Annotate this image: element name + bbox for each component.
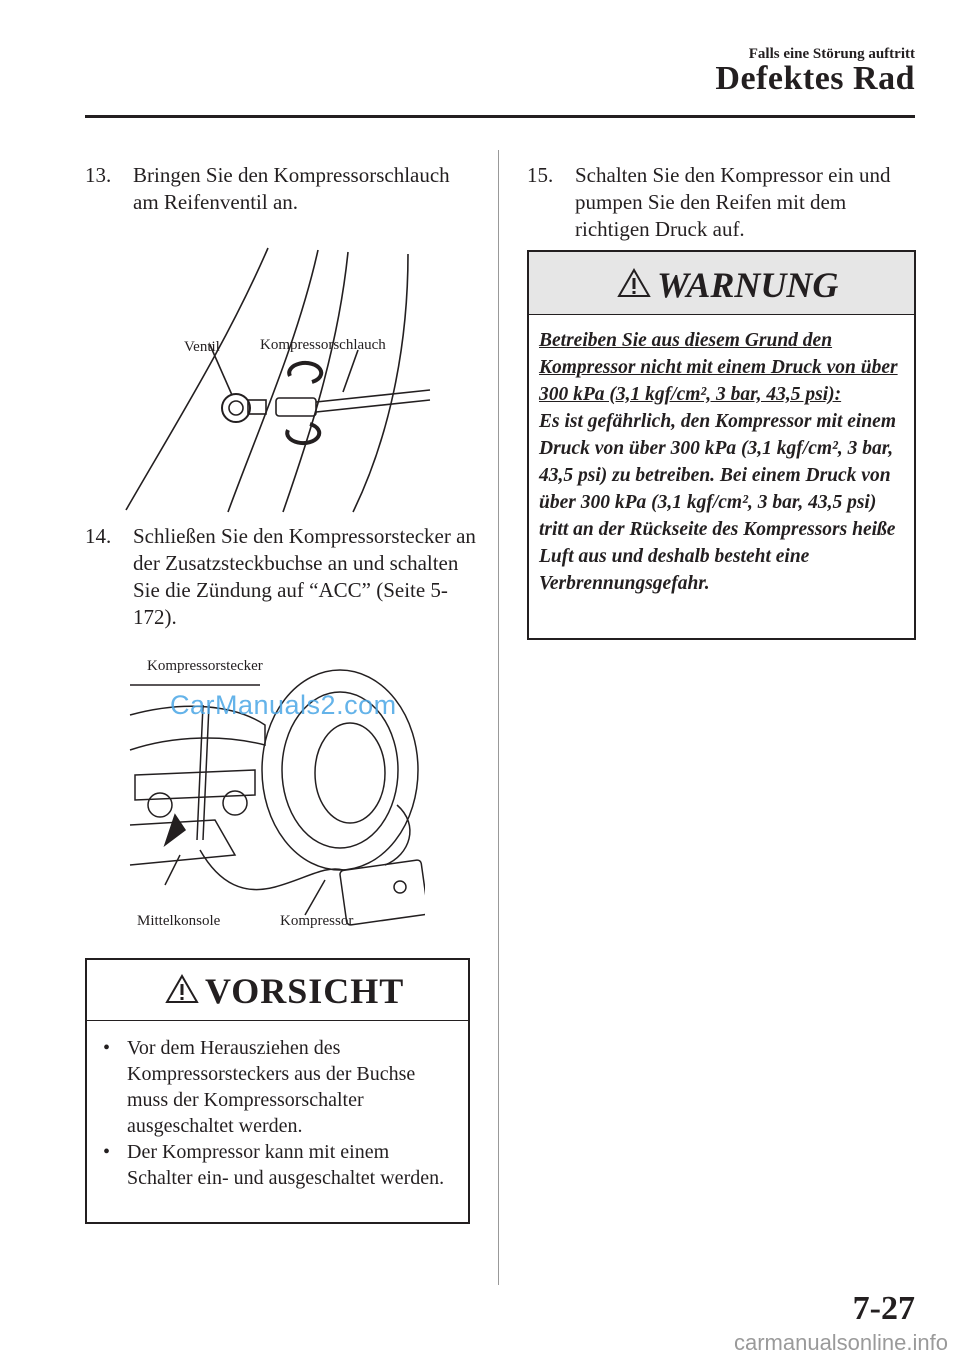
list-item: • Der Kompressor kann mit einem Schalter ein- und ausgeschaltet werden. <box>103 1141 445 1189</box>
step-text: Bringen Sie den Kompressorschlauch am Reifenventil an. <box>133 163 450 214</box>
label-compressor-plug: Kompressorstecker <box>147 658 263 674</box>
list-item: • Vor dem Herausziehen des Kompressorsteckers aus der Buchse muss der Kompressorschalter ausgeschaltet werden. <box>103 1037 416 1137</box>
caution-list <box>87 1021 468 1191</box>
warning-triangle-icon <box>617 268 651 298</box>
watermark: CarManuals2.com <box>170 690 397 720</box>
warning-text: Es ist gefährlich, den Kompressor mit einem Druck von über 300 kPa (3,1 kgf/cm², 3 bar, 43,5 psi) zu betreiben. Bei einem Druck von über 300 kPa (3,1 kgf/cm², 3 bar, 43,5 psi) tritt an der Rückseite des Kompressors heiße Luft aus und deshalb besteht eine Verbrennungsgefahr. <box>539 411 896 594</box>
header-divider <box>85 115 915 118</box>
warning-underlined-text: Betreiben Sie aus diesem Grund den Kompressor nicht mit einem Druck von über 300 kPa (3,1 kgf/cm², 3 bar, 43,5 psi): <box>539 330 898 405</box>
caution-header <box>87 960 468 1021</box>
step-14 <box>85 523 480 631</box>
step-text: Schließen Sie den Kompressorstecker an der Zusatzsteckbuchse an und schalten Sie die Zündung auf “ACC” (Seite 5-172). <box>133 524 476 629</box>
label-valve: Ventil <box>184 339 220 355</box>
warning-body <box>529 315 914 597</box>
figure-tire-valve <box>118 240 438 515</box>
footer-url: carmanualsonline.info <box>733 1330 948 1355</box>
page-title: Defektes Rad <box>715 60 915 97</box>
step-text: Schalten Sie den Kompressor ein und pumpen Sie den Reifen mit dem richtigen Druck auf. <box>575 163 891 241</box>
warning-header <box>529 252 914 315</box>
step-number: 14. <box>85 524 112 548</box>
caution-box <box>85 958 470 1224</box>
step-15 <box>527 162 917 243</box>
caution-text: Vor dem Herausziehen des Kompressorsteckers aus der Buchse muss der Kompressorschalter ausgeschaltet werden. <box>127 1037 416 1137</box>
label-compressor: Kompressor <box>280 913 354 929</box>
caution-text: Der Kompressor kann mit einem Schalter ein- und ausgeschaltet werden. <box>127 1141 445 1189</box>
label-center-console: Mittelkonsole <box>137 913 221 929</box>
step-number: 13. <box>85 163 112 187</box>
section-title: Falls eine Störung auftritt <box>748 46 915 62</box>
step-13 <box>85 162 480 216</box>
label-compressor-hose: Kompressorschlauch <box>260 337 386 353</box>
warning-title: WARNUNG <box>657 265 839 305</box>
column-divider <box>498 150 499 1285</box>
tire-valve-illustration <box>118 240 438 515</box>
warning-box <box>527 250 916 640</box>
warning-triangle-icon <box>165 974 199 1004</box>
page-number: 7-27 <box>852 1290 915 1327</box>
caution-title: VORSICHT <box>205 971 405 1011</box>
step-number: 15. <box>527 163 554 187</box>
